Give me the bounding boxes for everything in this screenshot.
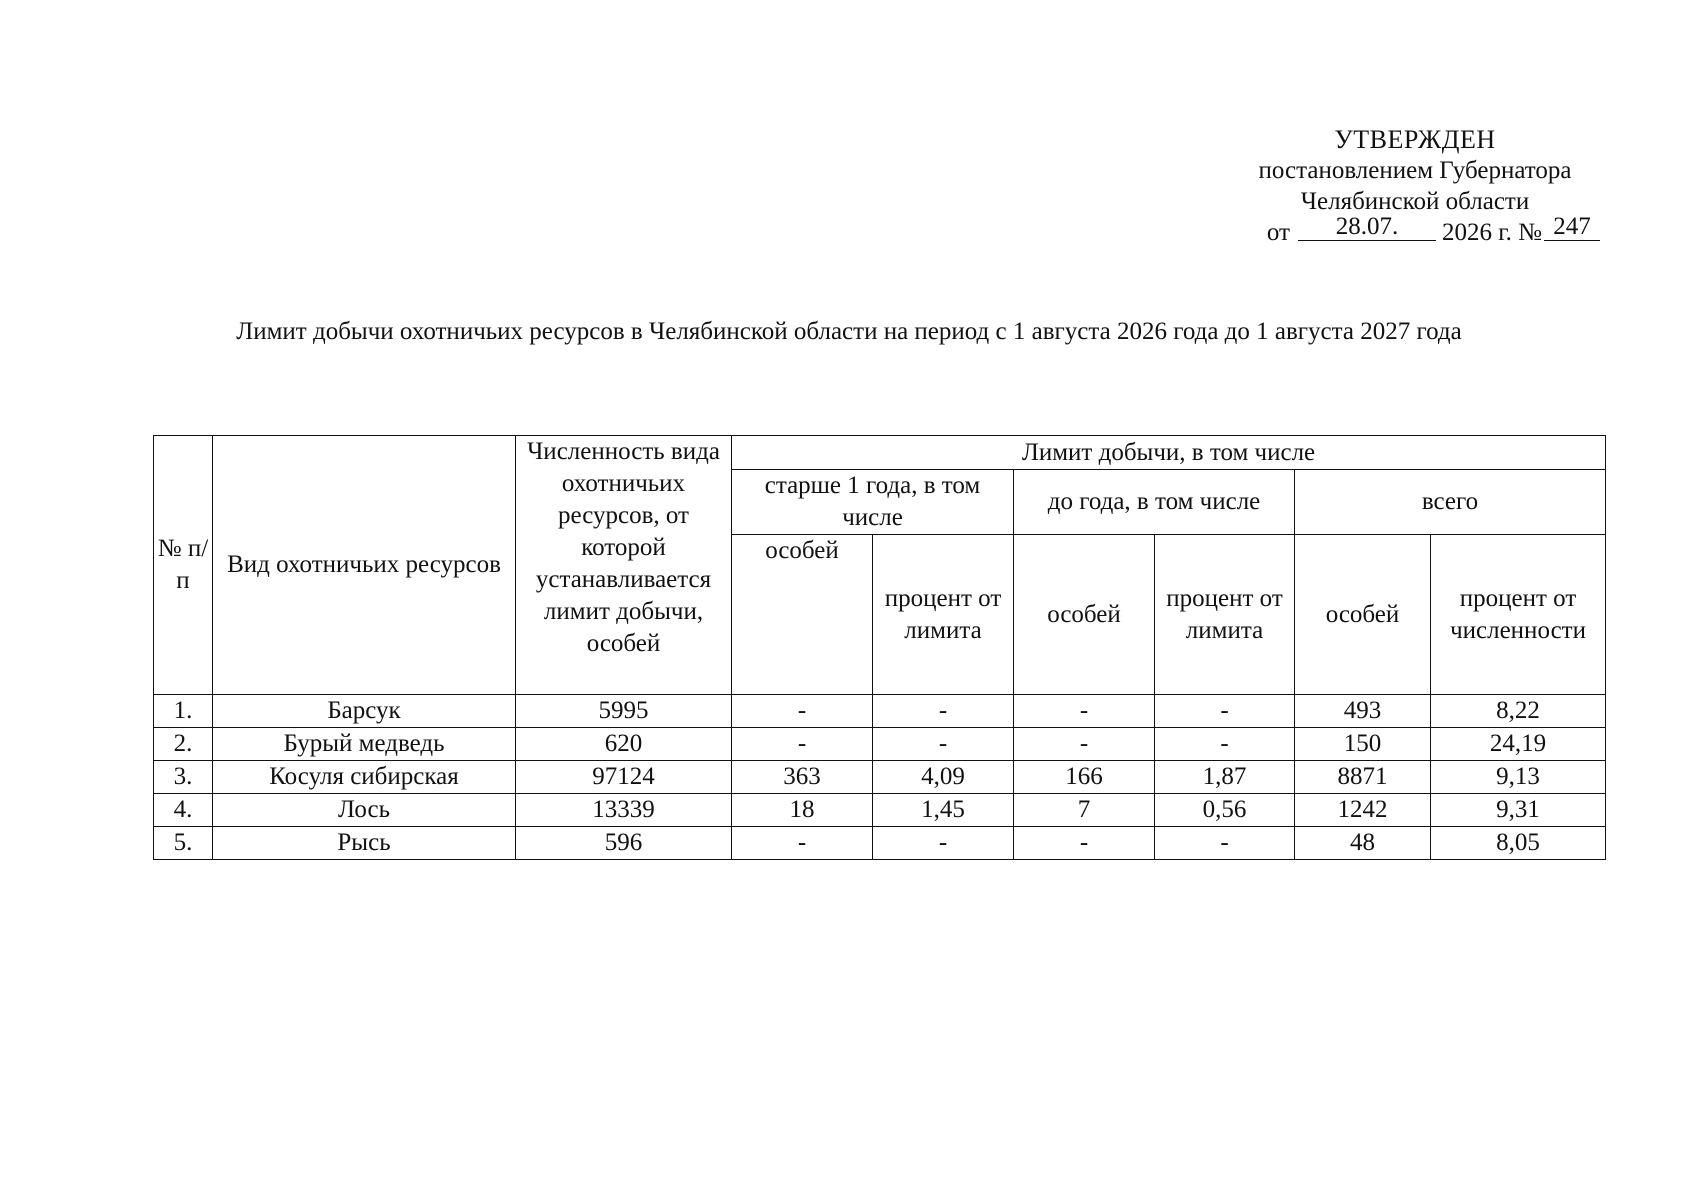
from-label: от <box>1266 219 1290 246</box>
row-younger-count: - <box>1014 695 1155 728</box>
row-younger-percent: - <box>1155 827 1295 860</box>
row-older-count: 18 <box>732 794 873 827</box>
row-population: 5995 <box>516 695 732 728</box>
row-species: Косуля сибирская <box>213 761 516 794</box>
row-total-count: 150 <box>1295 728 1431 761</box>
row-older-percent: - <box>873 728 1014 761</box>
row-total-count: 8871 <box>1295 761 1431 794</box>
approval-stamp <box>1230 124 1600 248</box>
row-species: Рысь <box>213 827 516 860</box>
approval-number: 247 <box>1544 214 1600 241</box>
table-row <box>154 761 1606 794</box>
row-number: 2. <box>154 728 213 761</box>
table-row <box>154 695 1606 728</box>
row-younger-percent: 0,56 <box>1155 794 1295 827</box>
row-older-count: - <box>732 695 873 728</box>
approval-title: УТВЕРЖДЕН <box>1334 125 1496 154</box>
row-older-count: - <box>732 827 873 860</box>
hunting-limits-table <box>153 435 1606 860</box>
row-total-percent: 8,05 <box>1431 827 1606 860</box>
row-younger-percent: 1,87 <box>1155 761 1295 794</box>
document-title: Лимит добычи охотничьих ресурсов в Челябинской области на период с 1 августа 2026 года до 1 августа 2027 года <box>236 318 1462 345</box>
header-older-percent: процент от лимита <box>873 535 1014 695</box>
row-total-percent: 9,31 <box>1431 794 1606 827</box>
table-header <box>154 436 1606 695</box>
row-older-count: - <box>732 728 873 761</box>
header-older-group: старше 1 года, в том числе <box>732 470 1014 535</box>
row-number: 3. <box>154 761 213 794</box>
header-younger-percent: процент от лимита <box>1155 535 1295 695</box>
row-younger-count: - <box>1014 827 1155 860</box>
row-population: 97124 <box>516 761 732 794</box>
year-label: 2026 г. № <box>1441 219 1542 246</box>
row-population: 620 <box>516 728 732 761</box>
row-older-percent: - <box>873 827 1014 860</box>
header-number: № п/п <box>154 436 213 695</box>
row-total-percent: 9,13 <box>1431 761 1606 794</box>
row-number: 5. <box>154 827 213 860</box>
table-row <box>154 794 1606 827</box>
row-number: 1. <box>154 695 213 728</box>
row-older-percent: - <box>873 695 1014 728</box>
header-species: Вид охотничьих ресурсов <box>213 436 516 695</box>
row-total-percent: 24,19 <box>1431 728 1606 761</box>
approval-line-2: Челябинской области <box>1300 188 1530 215</box>
row-total-percent: 8,22 <box>1431 695 1606 728</box>
header-total-percent: процент от численности <box>1431 535 1606 695</box>
header-younger-group: до года, в том числе <box>1014 470 1295 535</box>
row-younger-count: - <box>1014 728 1155 761</box>
row-younger-count: 166 <box>1014 761 1155 794</box>
row-total-count: 1242 <box>1295 794 1431 827</box>
header-older-count: особей <box>732 535 873 695</box>
approval-date: 28.07. <box>1298 214 1436 241</box>
header-younger-count: особей <box>1014 535 1155 695</box>
row-younger-percent: - <box>1155 695 1295 728</box>
row-population: 596 <box>516 827 732 860</box>
row-number: 4. <box>154 794 213 827</box>
row-species: Лось <box>213 794 516 827</box>
row-population: 13339 <box>516 794 732 827</box>
table-body <box>154 695 1606 860</box>
row-younger-count: 7 <box>1014 794 1155 827</box>
row-total-count: 48 <box>1295 827 1431 860</box>
header-population: Численность вида охотничьих ресурсов, от которой устанавливается лимит добычи, особей <box>516 436 732 695</box>
table-row <box>154 728 1606 761</box>
row-species: Бурый медведь <box>213 728 516 761</box>
header-limit-group: Лимит добычи, в том числе <box>732 436 1606 470</box>
row-species: Барсук <box>213 695 516 728</box>
row-older-count: 363 <box>732 761 873 794</box>
row-older-percent: 1,45 <box>873 794 1014 827</box>
row-total-count: 493 <box>1295 695 1431 728</box>
row-younger-percent: - <box>1155 728 1295 761</box>
header-total-count: особей <box>1295 535 1431 695</box>
table-row <box>154 827 1606 860</box>
approval-date-line <box>1230 213 1600 248</box>
approval-line-1: постановлением Губернатора <box>1258 157 1572 184</box>
header-total-group: всего <box>1295 470 1606 535</box>
row-older-percent: 4,09 <box>873 761 1014 794</box>
